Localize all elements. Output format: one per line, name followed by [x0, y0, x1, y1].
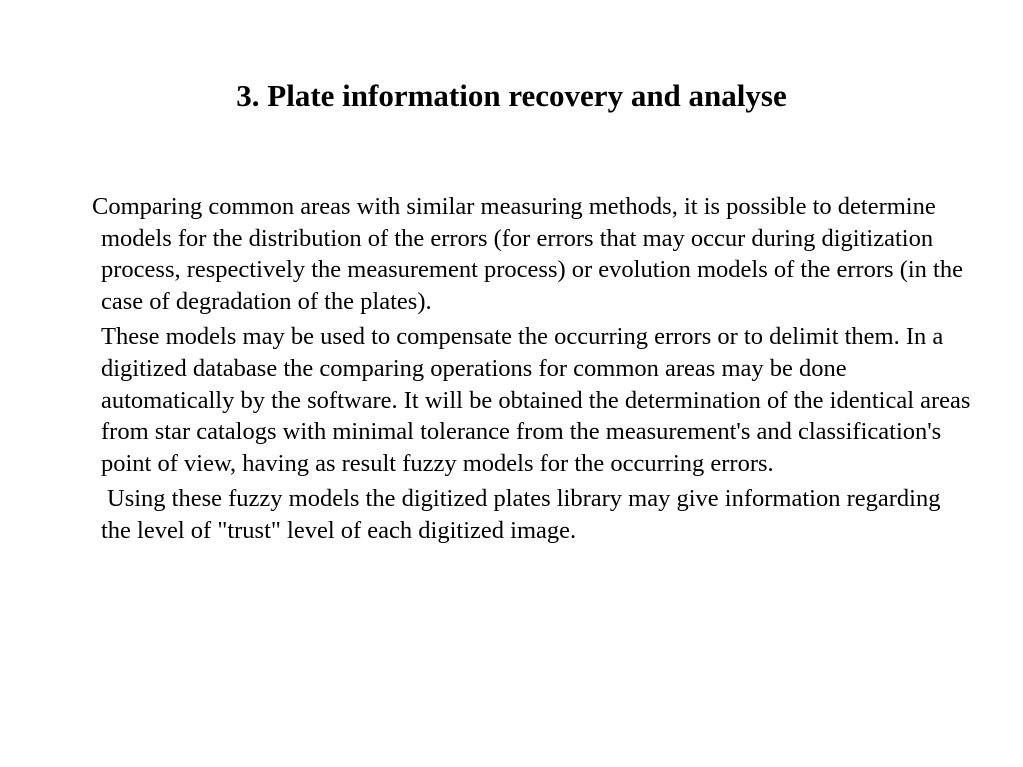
slide-title: 3. Plate information recovery and analyse	[236, 78, 787, 113]
paragraph-error-models: Comparing common areas with similar measuring methods, it is possible to determine models for the distribution of the errors (for errors that may occur during digitization process, respectively the measurement process) or evolution models of the errors (in the case of degradation of the plates).	[92, 193, 970, 315]
paragraph-trust-level: Using these fuzzy models the digitized plates library may give information regarding the level of "trust" level of each digitized image.	[101, 485, 947, 544]
slide-body	[92, 191, 977, 551]
paragraph-compensation: These models may be used to compensate the occurring errors or to delimit them. In a digitized database the comparing operations for common areas may be done automatically by the software. It will be obtained the determination of the identical areas from star catalogs with minimal tolerance from the measurement's and classification's point of view, having as result fuzzy models for the occurring errors.	[101, 323, 977, 477]
